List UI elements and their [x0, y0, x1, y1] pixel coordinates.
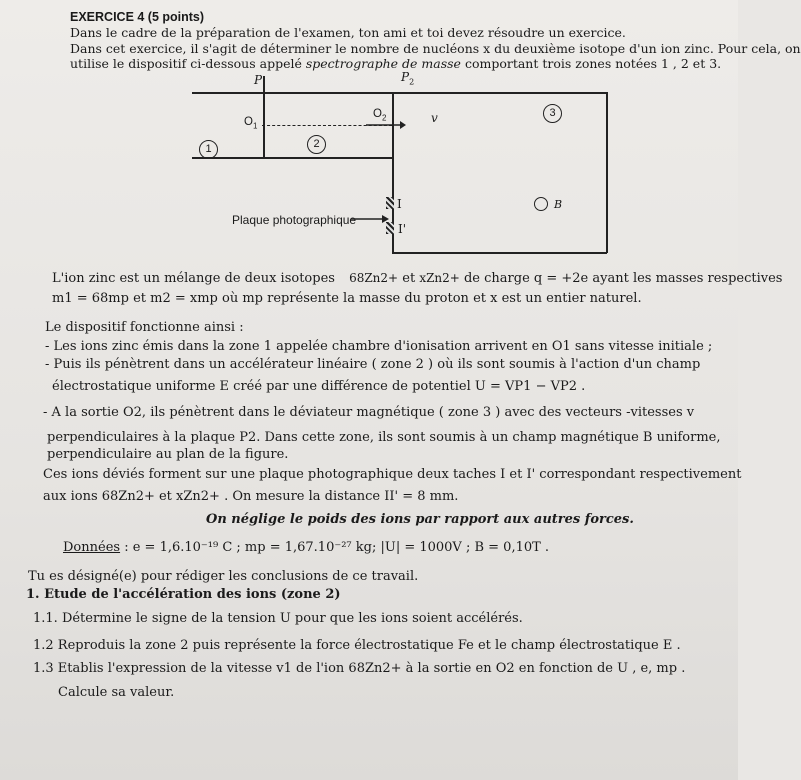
spots-line-a: Ces ions déviés forment sur une plaque photographique deux taches I et I' correspondant respectivement — [43, 467, 742, 482]
intro-line-3c: comportant trois zones notées 1 , 2 et 3. — [464, 56, 722, 71]
intro-line-1: Dans le cadre de la préparation de l'examen, ton ami et toi devez résoudre un exercice. — [70, 25, 626, 40]
label-o1: $O_1$ — [244, 116, 258, 131]
label-b-field: B — [554, 198, 563, 211]
exercise-title: EXERCICE 4 (5 points) — [70, 10, 205, 24]
question-1-1: 1.1. Détermine le signe de la tension U pour que les ions soient accélérés. — [33, 611, 523, 626]
isotope-68: 68Zn2+ — [349, 271, 399, 285]
masses-line: m1 = 68mp et m2 = xmp où mp représente la masse du proton et x est un entier naturel. — [52, 291, 642, 306]
isotope-x: xZn2+ — [419, 271, 460, 285]
step-3b: perpendiculaires à la plaque P2. Dans cette zone, ils sont soumis à un champ magnétique B uniforme, — [47, 430, 721, 445]
plate-p1-tick — [263, 76, 265, 92]
isotopes-and: et — [402, 271, 416, 286]
isotopes-line — [52, 271, 782, 286]
plate-label: Plaque photographique — [232, 213, 357, 227]
intro-line-2: Dans cet exercice, il s'agit de déterminer le nombre de nucléons x du deuxième isotope d'un ion zinc. Pour cela, on — [70, 41, 801, 56]
label-velocity: v — [431, 111, 438, 125]
designated-line: Tu es désigné(e) pour rédiger les conclusions de ce travail. — [28, 569, 419, 584]
plate-arrow-icon — [351, 212, 389, 226]
label-p1: P — [254, 73, 263, 87]
magnetic-field-out-icon — [534, 197, 548, 211]
figure-top-edge — [192, 92, 607, 94]
label-o2: $O_2$ — [373, 108, 387, 123]
zone-3-marker: 3 — [543, 104, 562, 123]
step-3a: - A la sortie O2, ils pénètrent dans le déviateur magnétique ( zone 3 ) avec des vecteurs -vitesses v — [43, 405, 695, 420]
zone-1-marker: 1 — [199, 140, 218, 159]
data-line — [63, 540, 549, 555]
spots-line-b: aux ions 68Zn2+ et xZn2+ . On mesure la distance II' = 8 mm. — [43, 489, 459, 504]
acceleration-zone-bottom — [192, 157, 392, 159]
intro-line-3a: utilise le dispositif ci-dessous appelé — [70, 56, 302, 71]
label-i: I — [397, 197, 402, 211]
isotopes-charge: de charge q = +2e ayant les masses respectives — [463, 271, 783, 286]
question-1-3-calc: Calcule sa valeur. — [58, 685, 175, 700]
label-i-prime: I' — [398, 222, 407, 236]
data-values: : e = 1,6.10⁻¹⁹ C ; mp = 1,67.10⁻²⁷ kg; |U| = 1000V ; B = 0,10T . — [124, 540, 550, 555]
label-p2: $P_2$ — [401, 70, 415, 87]
figure-bottom-edge — [392, 252, 607, 254]
spot-i — [386, 197, 394, 209]
part1-heading: 1. Etude de l'accélération des ions (zone 2) — [26, 587, 341, 602]
intro-term: spectrographe de masse — [305, 56, 461, 71]
neglect-note: On néglige le poids des ions par rapport aux autres forces. — [206, 512, 634, 527]
zone-2-marker: 2 — [307, 135, 326, 154]
isotopes-line-text: L'ion zinc est un mélange de deux isotopes — [52, 271, 335, 286]
data-label: Données — [63, 540, 121, 555]
figure-right-edge — [606, 92, 608, 253]
step-1: - Les ions zinc émis dans la zone 1 appelée chambre d'ionisation arrivent en O1 sans vitesse initiale ; — [45, 339, 713, 354]
intro-line-3 — [70, 56, 721, 71]
question-1-3: 1.3 Etablis l'expression de la vitesse v1 de l'ion 68Zn2+ à la sortie en O2 en fonction de U , e, mp . — [33, 661, 686, 676]
step-3c: perpendiculaire au plan de la figure. — [47, 447, 289, 462]
step-2a: - Puis ils pénètrent dans un accélérateur linéaire ( zone 2 ) où ils sont soumis à l'action d'un champ — [45, 357, 701, 372]
question-1-2: 1.2 Reproduis la zone 2 puis représente la force électrostatique Fe et le champ électrostatique E . — [33, 638, 681, 653]
device-intro: Le dispositif fonctionne ainsi : — [45, 320, 244, 335]
step-2b: électrostatique uniforme E créé par une différence de potentiel U = VP1 − VP2 . — [52, 379, 586, 394]
